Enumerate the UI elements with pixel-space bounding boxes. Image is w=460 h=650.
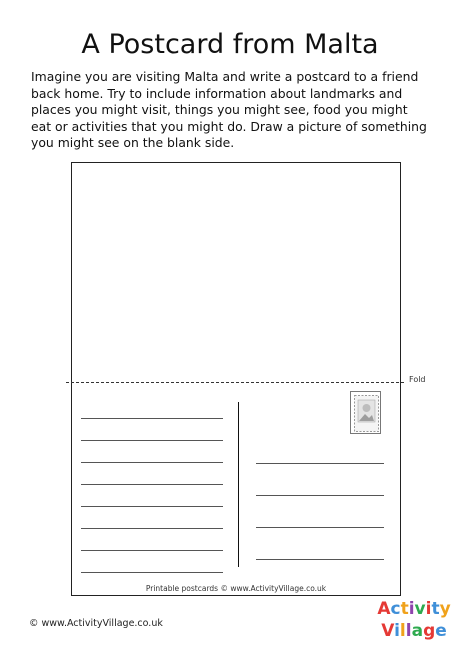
message-line <box>81 418 223 419</box>
postcard-divider <box>238 402 239 567</box>
message-line <box>81 440 223 441</box>
message-line <box>81 506 223 507</box>
message-line <box>81 550 223 551</box>
message-line <box>81 572 223 573</box>
card-footer-credit: Printable postcards © www.ActivityVillage.co.uk <box>145 584 327 593</box>
logo-word-activity: Activity <box>377 599 451 619</box>
site-footer-credit: © www.ActivityVillage.co.uk <box>29 618 163 629</box>
address-line <box>256 495 384 496</box>
activity-village-logo <box>375 594 453 644</box>
instructions-text: Imagine you are visiting Malta and write a postcard to a friend back home. Try to include information about landmarks and places you might visit, things you might see, food you might eat or activities that you might do. Draw a picture of something you might see on the blank side. <box>31 69 427 150</box>
message-line <box>81 528 223 529</box>
postcard-frame <box>71 162 401 596</box>
message-line <box>81 462 223 463</box>
address-line <box>256 463 384 464</box>
logo-word-village: Village <box>381 621 447 641</box>
stamp-placeholder-icon <box>354 395 379 432</box>
logo-graphic <box>375 594 453 644</box>
fold-label: Fold <box>409 375 426 384</box>
address-line <box>256 527 384 528</box>
address-line <box>256 559 384 560</box>
page-title: A Postcard from Malta <box>81 29 379 60</box>
stamp-box <box>350 391 381 434</box>
fold-line <box>66 382 404 383</box>
message-line <box>81 484 223 485</box>
